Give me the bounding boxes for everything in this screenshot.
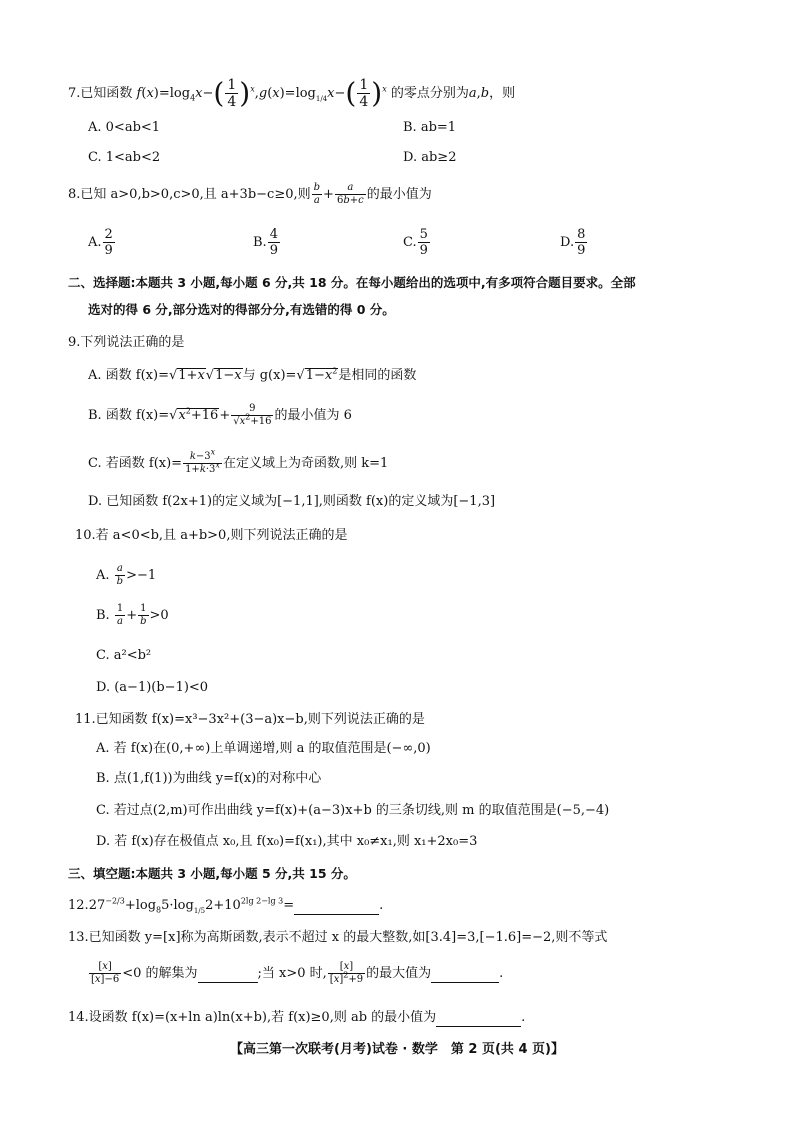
q11-option-a: A. 若 f(x)在(0,+∞)上单调递增,则 a 的取值范围是(−∞,0) — [96, 741, 431, 756]
q13-answer-blank-2[interactable] — [431, 966, 499, 983]
q10-option-c: C. a²<b² — [96, 648, 152, 663]
q13-line1: 13.已知函数 y=[x]称为高斯函数,表示不超过 x 的最大整数,如[3.4]=3,[−1.6]=−2,则不等式 — [68, 930, 608, 945]
q7-formula: $f(x)=\log_4x-$( $\frac{1}{4}$ )$^x,g(x)=\log_{1/4}x-$( $\frac{1}{4}$ )$^x$ — [136, 76, 387, 110]
q11-option-d: D. 若 f(x)存在极值点 x₀,且 f(x₀)=f(x₁),其中 x₀≠x₁,则 x₁+2x₀=3 — [96, 834, 478, 849]
q8-stem: 8.已知 a>0,b>0,c>0,且 a+3b−c≥0,则 $\frac{b}{a}$ + $\frac{a}{6b+c}$ 的最小值为 — [68, 182, 432, 206]
q9-option-b: B. 函数 $f(x)=√x^2+16+$ $\frac{9}{√x^2+16}$ 的最小值为 6 — [88, 403, 352, 427]
q8-option-a: A. $\frac{2}{9}$ — [88, 227, 113, 258]
q10-option-d: D. (a−1)(b−1)<0 — [96, 680, 209, 695]
page-footer: 【高三第一次联考(月考)试卷 · 数学 第 2 页(共 4 页)】 — [230, 1042, 564, 1057]
section2-line2: 选对的得 6 分,部分选对的得部分分,有选错的得 0 分。 — [88, 302, 395, 317]
q7-option-c: C. 1<ab<2 — [88, 150, 161, 165]
section2-line1: 二、选择题:本题共 3 小题,每小题 6 分,共 18 分。在每小题给出的选项中,有多项符合题目要求。全部 — [68, 275, 636, 290]
q9-option-d: D. 已知函数 f(2x+1)的定义域为[−1,1],则函数 f(x)的定义域为[−1,3] — [88, 494, 496, 509]
q11-option-c: C. 若过点(2,m)可作出曲线 y=f(x)+(a−3)x+b 的三条切线,则 m 的取值范围是(−5,−4) — [96, 803, 610, 818]
q9-stem: 9.下列说法正确的是 — [68, 335, 185, 350]
q13-line2: $\frac{[x]}{[x]-6}$ <0 的解集为 ;当 x>0 时, $\frac{[x]}{[x]^2+9}$ 的最大值为 . — [91, 961, 504, 985]
q7-tail: 的零点分别为 — [390, 86, 469, 101]
q8-option-d: D. $\frac{8}{9}$ — [560, 227, 586, 258]
q9-option-a: A. 函数 f(x)=√1+x√1−x与 $g(x)=√1-x^2$是相同的函数 — [88, 366, 417, 383]
q13-answer-blank-1[interactable] — [198, 966, 258, 983]
q7-option-a: A. 0<ab<1 — [88, 120, 161, 135]
q8-tail: 的最小值为 — [366, 187, 432, 202]
section3-title: 三、填空题:本题共 3 小题,每小题 5 分,共 15 分。 — [68, 866, 356, 881]
q8-label: 8.已知 a>0,b>0,c>0,且 a+3b−c≥0,则 — [68, 187, 311, 202]
q8-option-b: B. $\frac{4}{9}$ — [253, 227, 278, 258]
q12-stem: $12.27^{-2/3}+\log_85\cdot\log_{1/5}2+10^{2lg 2-lg 3}=$ . — [68, 896, 384, 915]
q12-answer-blank[interactable] — [294, 898, 379, 915]
q7-option-b: B. ab=1 — [403, 120, 457, 135]
q7-option-d: D. ab≥2 — [403, 150, 457, 165]
q7-label: 7.已知函数 — [68, 86, 133, 101]
q14-stem: 14.设函数 f(x)=(x+ln a)ln(x+b),若 f(x)≥0,则 ab 的最小值为 . — [68, 1010, 526, 1025]
q9-option-c: C. 若函数 f(x)= $\frac{k-3^x}{1+k\cdot 3^x}$ 在定义域上为奇函数,则 k=1 — [88, 447, 389, 475]
q10-option-b: B. $\frac{1}{a}$ + $\frac{1}{b}$ >0 — [96, 603, 169, 627]
q8-option-c: C. $\frac{5}{9}$ — [403, 227, 428, 258]
q10-option-a: A. $\frac{a}{b}$ >−1 — [96, 563, 157, 587]
q11-option-b: B. 点(1,f(1))为曲线 y=f(x)的对称中心 — [96, 771, 322, 786]
q14-answer-blank[interactable] — [436, 1010, 521, 1027]
q7-stem: 7.已知函数 $f(x)=\log_4x-$( $\frac{1}{4}$ )$^x,g(x)=\log_{1/4}x-$( $\frac{1}{4}$ )$^x$ 的零点分别为a,b，则 — [68, 76, 516, 110]
q10-stem: 10.若 a<0<b,且 a+b>0,则下列说法正确的是 — [75, 528, 348, 543]
q11-stem: 11.已知函数 f(x)=x³−3x²+(3−a)x−b,则下列说法正确的是 — [75, 712, 425, 727]
